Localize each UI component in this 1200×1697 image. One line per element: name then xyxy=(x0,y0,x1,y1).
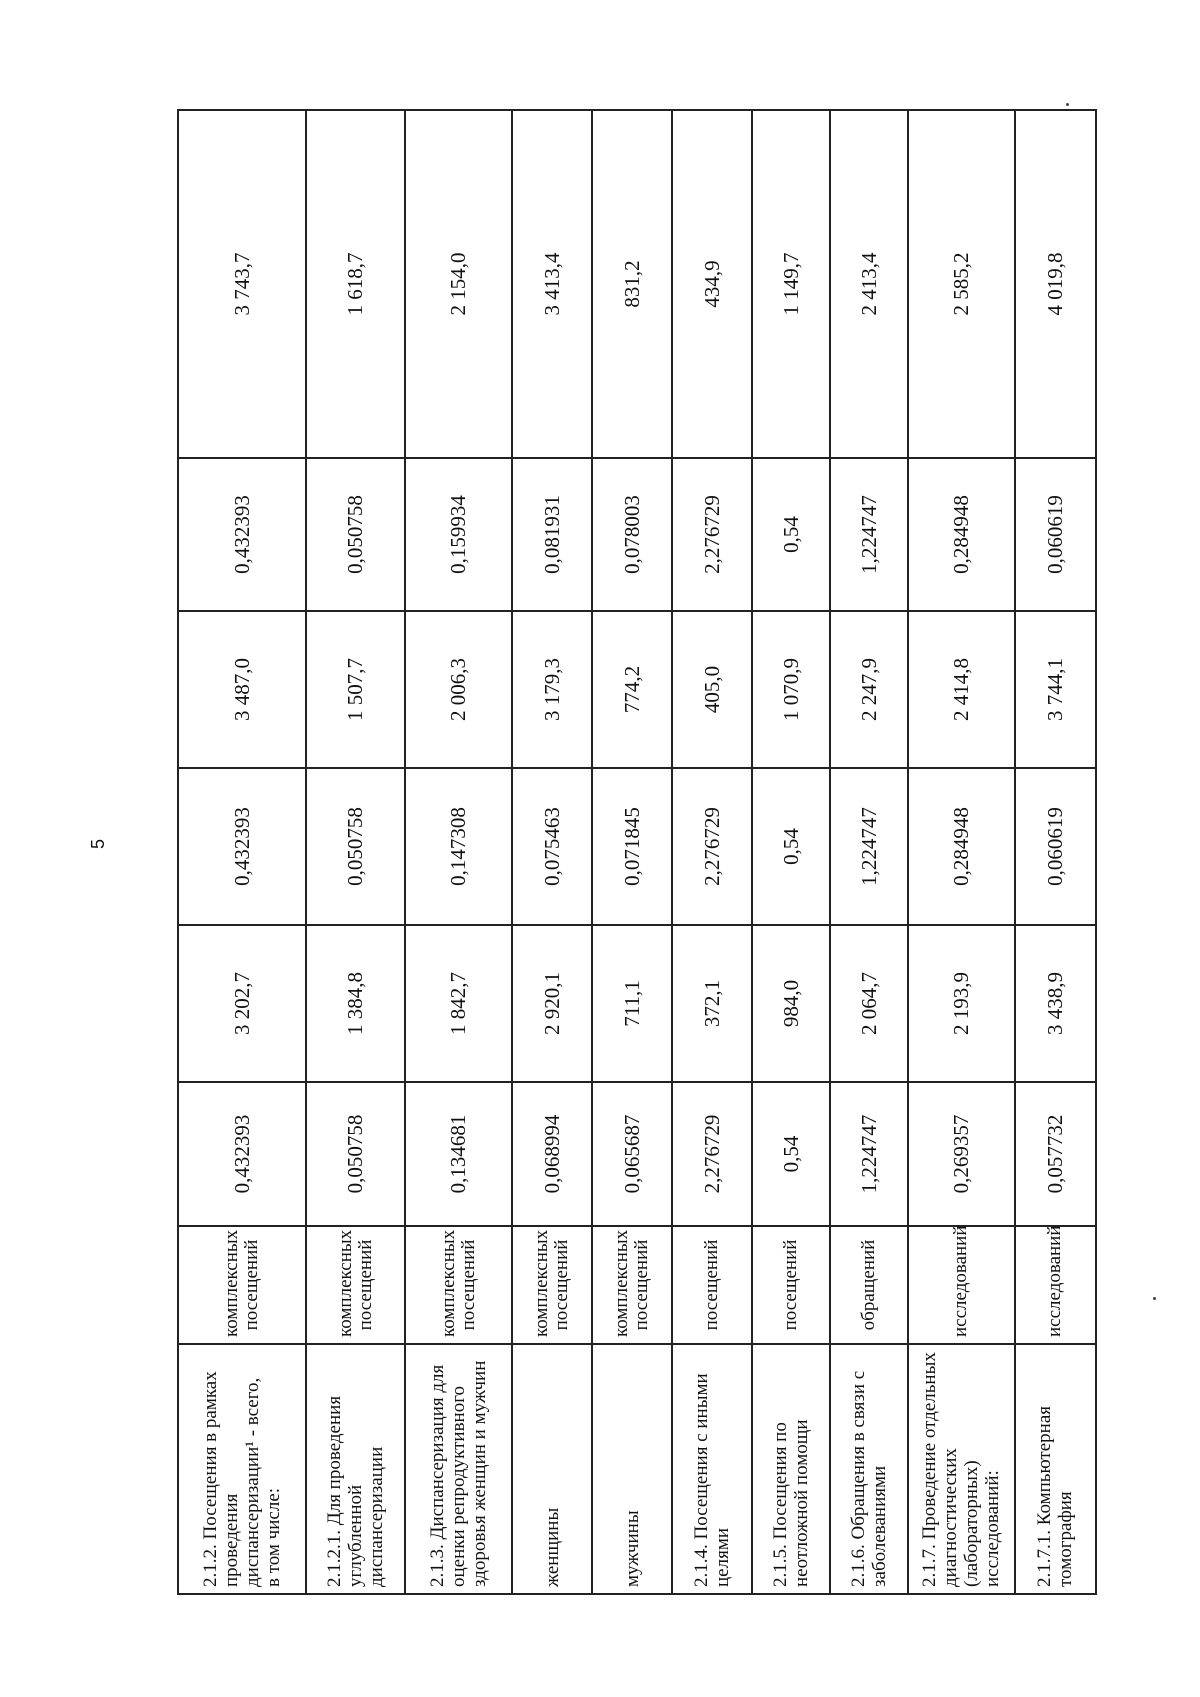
row-unit: исследований xyxy=(908,1226,1015,1344)
table-row xyxy=(908,110,1015,1594)
cell-value: 2 413,4 xyxy=(830,110,908,458)
row-unit: комплексных посещений xyxy=(592,1226,672,1344)
cell-value: 0,065687 xyxy=(592,1082,672,1226)
row-name: 2.1.7.1. Компьютерная томография xyxy=(1015,1344,1096,1594)
row-name: 2.1.3. Диспансеризация для оценки репродуктивного здоровья женщин и мужчин xyxy=(405,1344,512,1594)
cell-value: 831,2 xyxy=(592,110,672,458)
table-row xyxy=(512,110,592,1594)
cell-value: 3 202,7 xyxy=(178,925,306,1082)
row-unit: посещений xyxy=(672,1226,752,1344)
cell-value: 0,432393 xyxy=(178,768,306,925)
row-name: 2.1.5. Посещения по неотложной помощи xyxy=(752,1344,830,1594)
table-row xyxy=(830,110,908,1594)
row-unit: комплексных посещений xyxy=(306,1226,405,1344)
table-row xyxy=(752,110,830,1594)
cell-value: 2 154,0 xyxy=(405,110,512,458)
row-name: 2.1.6. Обращения в связи с заболеваниями xyxy=(830,1344,908,1594)
table-row xyxy=(672,110,752,1594)
cell-value: 3 438,9 xyxy=(1015,925,1096,1082)
cell-value: 1 070,9 xyxy=(752,611,830,768)
cell-value: 1 384,8 xyxy=(306,925,405,1082)
row-name: 2.1.4. Посещения с иными целями xyxy=(672,1344,752,1594)
table-row xyxy=(306,110,405,1594)
cell-value: 0,050758 xyxy=(306,768,405,925)
row-name: 2.1.2. Посещения в рамках проведения диспансеризации¹ - всего, в том числе: xyxy=(178,1344,306,1594)
cell-value: 372,1 xyxy=(672,925,752,1082)
cell-value: 0,060619 xyxy=(1015,768,1096,925)
scan-speck xyxy=(1066,103,1069,106)
cell-value: 0,134681 xyxy=(405,1082,512,1226)
cell-value: 1 842,7 xyxy=(405,925,512,1082)
page-number: 5 xyxy=(88,839,108,850)
cell-value: 1 618,7 xyxy=(306,110,405,458)
cell-value: 1 507,7 xyxy=(306,611,405,768)
cell-value: 3 743,7 xyxy=(178,110,306,458)
cell-value: 0,269357 xyxy=(908,1082,1015,1226)
cell-value: 2 247,9 xyxy=(830,611,908,768)
cell-value: 0,284948 xyxy=(908,768,1015,925)
row-name: 2.1.7. Проведение отдельных диагностических (лабораторных) исследований: xyxy=(908,1344,1015,1594)
row-unit: комплексных посещений xyxy=(178,1226,306,1344)
cell-value: 405,0 xyxy=(672,611,752,768)
table-row xyxy=(405,110,512,1594)
table-row xyxy=(178,110,306,1594)
scan-speck xyxy=(1153,1297,1156,1300)
cell-value: 774,2 xyxy=(592,611,672,768)
cell-value: 711,1 xyxy=(592,925,672,1082)
cell-value: 1,224747 xyxy=(830,1082,908,1226)
data-table xyxy=(177,109,1097,1595)
cell-value: 4 019,8 xyxy=(1015,110,1096,458)
row-name: 2.1.2.1. Для проведения углубленной диспансеризации xyxy=(306,1344,405,1594)
row-unit: комплексных посещений xyxy=(405,1226,512,1344)
rotated-table-wrapper xyxy=(177,111,1097,1595)
row-name: мужчины xyxy=(592,1344,672,1594)
table-row xyxy=(1015,110,1096,1594)
row-unit: комплексных посещений xyxy=(512,1226,592,1344)
row-unit: исследований xyxy=(1015,1226,1096,1344)
cell-value: 0,081931 xyxy=(512,458,592,611)
cell-value: 0,078003 xyxy=(592,458,672,611)
cell-value: 2 920,1 xyxy=(512,925,592,1082)
cell-value: 2 064,7 xyxy=(830,925,908,1082)
cell-value: 2,276729 xyxy=(672,1082,752,1226)
cell-value: 0,060619 xyxy=(1015,458,1096,611)
cell-value: 434,9 xyxy=(672,110,752,458)
cell-value: 0,057732 xyxy=(1015,1082,1096,1226)
row-name: женщины xyxy=(512,1344,592,1594)
cell-value: 3 487,0 xyxy=(178,611,306,768)
cell-value: 0,068994 xyxy=(512,1082,592,1226)
cell-value: 2 585,2 xyxy=(908,110,1015,458)
cell-value: 0,432393 xyxy=(178,458,306,611)
cell-value: 2 414,8 xyxy=(908,611,1015,768)
cell-value: 1,224747 xyxy=(830,458,908,611)
cell-value: 0,050758 xyxy=(306,1082,405,1226)
cell-value: 0,54 xyxy=(752,458,830,611)
row-unit: обращений xyxy=(830,1226,908,1344)
cell-value: 0,075463 xyxy=(512,768,592,925)
row-unit: посещений xyxy=(752,1226,830,1344)
table-row xyxy=(592,110,672,1594)
cell-value: 0,050758 xyxy=(306,458,405,611)
cell-value: 0,54 xyxy=(752,768,830,925)
cell-value: 2 006,3 xyxy=(405,611,512,768)
cell-value: 2,276729 xyxy=(672,458,752,611)
cell-value: 2,276729 xyxy=(672,768,752,925)
cell-value: 0,147308 xyxy=(405,768,512,925)
cell-value: 1 149,7 xyxy=(752,110,830,458)
cell-value: 3 179,3 xyxy=(512,611,592,768)
cell-value: 984,0 xyxy=(752,925,830,1082)
cell-value: 2 193,9 xyxy=(908,925,1015,1082)
cell-value: 1,224747 xyxy=(830,768,908,925)
cell-value: 3 744,1 xyxy=(1015,611,1096,768)
cell-value: 3 413,4 xyxy=(512,110,592,458)
cell-value: 0,071845 xyxy=(592,768,672,925)
cell-value: 0,284948 xyxy=(908,458,1015,611)
cell-value: 0,432393 xyxy=(178,1082,306,1226)
cell-value: 0,54 xyxy=(752,1082,830,1226)
cell-value: 0,159934 xyxy=(405,458,512,611)
